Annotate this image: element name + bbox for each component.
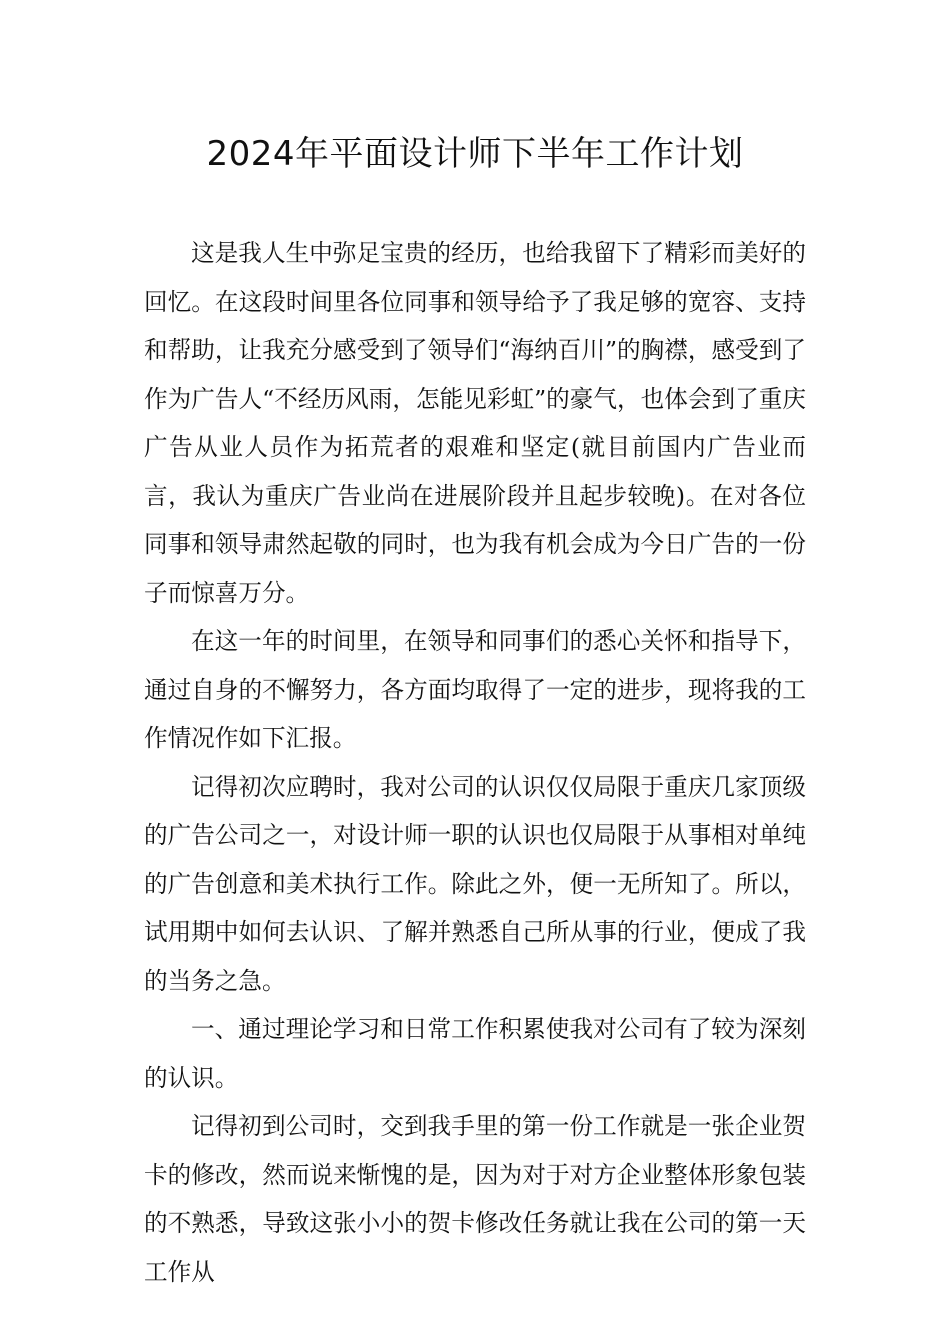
document-title: 2024年平面设计师下半年工作计划: [206, 134, 744, 174]
section-heading-1: 一、通过理论学习和日常工作积累使我对公司有了较为深刻的认识。: [144, 1015, 806, 1092]
document-body: [144, 229, 806, 1296]
paragraph-4: 记得初到公司时，交到我手里的第一份工作就是一张企业贺卡的修改，然而说来惭愧的是，因为对于对方企业整体形象包装的不熟悉，导致这张小小的贺卡修改任务就让我在公司的第一天工作从: [144, 1112, 806, 1286]
paragraph-2: 在这一年的时间里，在领导和同事们的悉心关怀和指导下，通过自身的不懈努力，各方面均取得了一定的进步，现将我的工作情况作如下汇报。: [144, 627, 806, 752]
paragraph-1: 这是我人生中弥足宝贵的经历，也给我留下了精彩而美好的回忆。在这段时间里各位同事和领导给予了我足够的宽容、支持和帮助，让我充分感受到了领导们“海纳百川”的胸襟，感受到了作为广告人“不经历风雨，怎能见彩虹”的豪气，也体会到了重庆广告从业人员作为拓荒者的艰难和坚定(就目前国内广告业而言，我认为重庆广告业尚在进展阶段并且起步较晚)。在对各位同事和领导肃然起敬的同时，也为我有机会成为今日广告的一份子而惊喜万分。: [144, 239, 806, 607]
paragraph-3: 记得初次应聘时，我对公司的认识仅仅局限于重庆几家顶级的广告公司之一，对设计师一职的认识也仅局限于从事相对单纯的广告创意和美术执行工作。除此之外，便一无所知了。所以，试用期中如何去认识、了解并熟悉自己所从事的行业，便成了我的当务之急。: [144, 772, 806, 995]
